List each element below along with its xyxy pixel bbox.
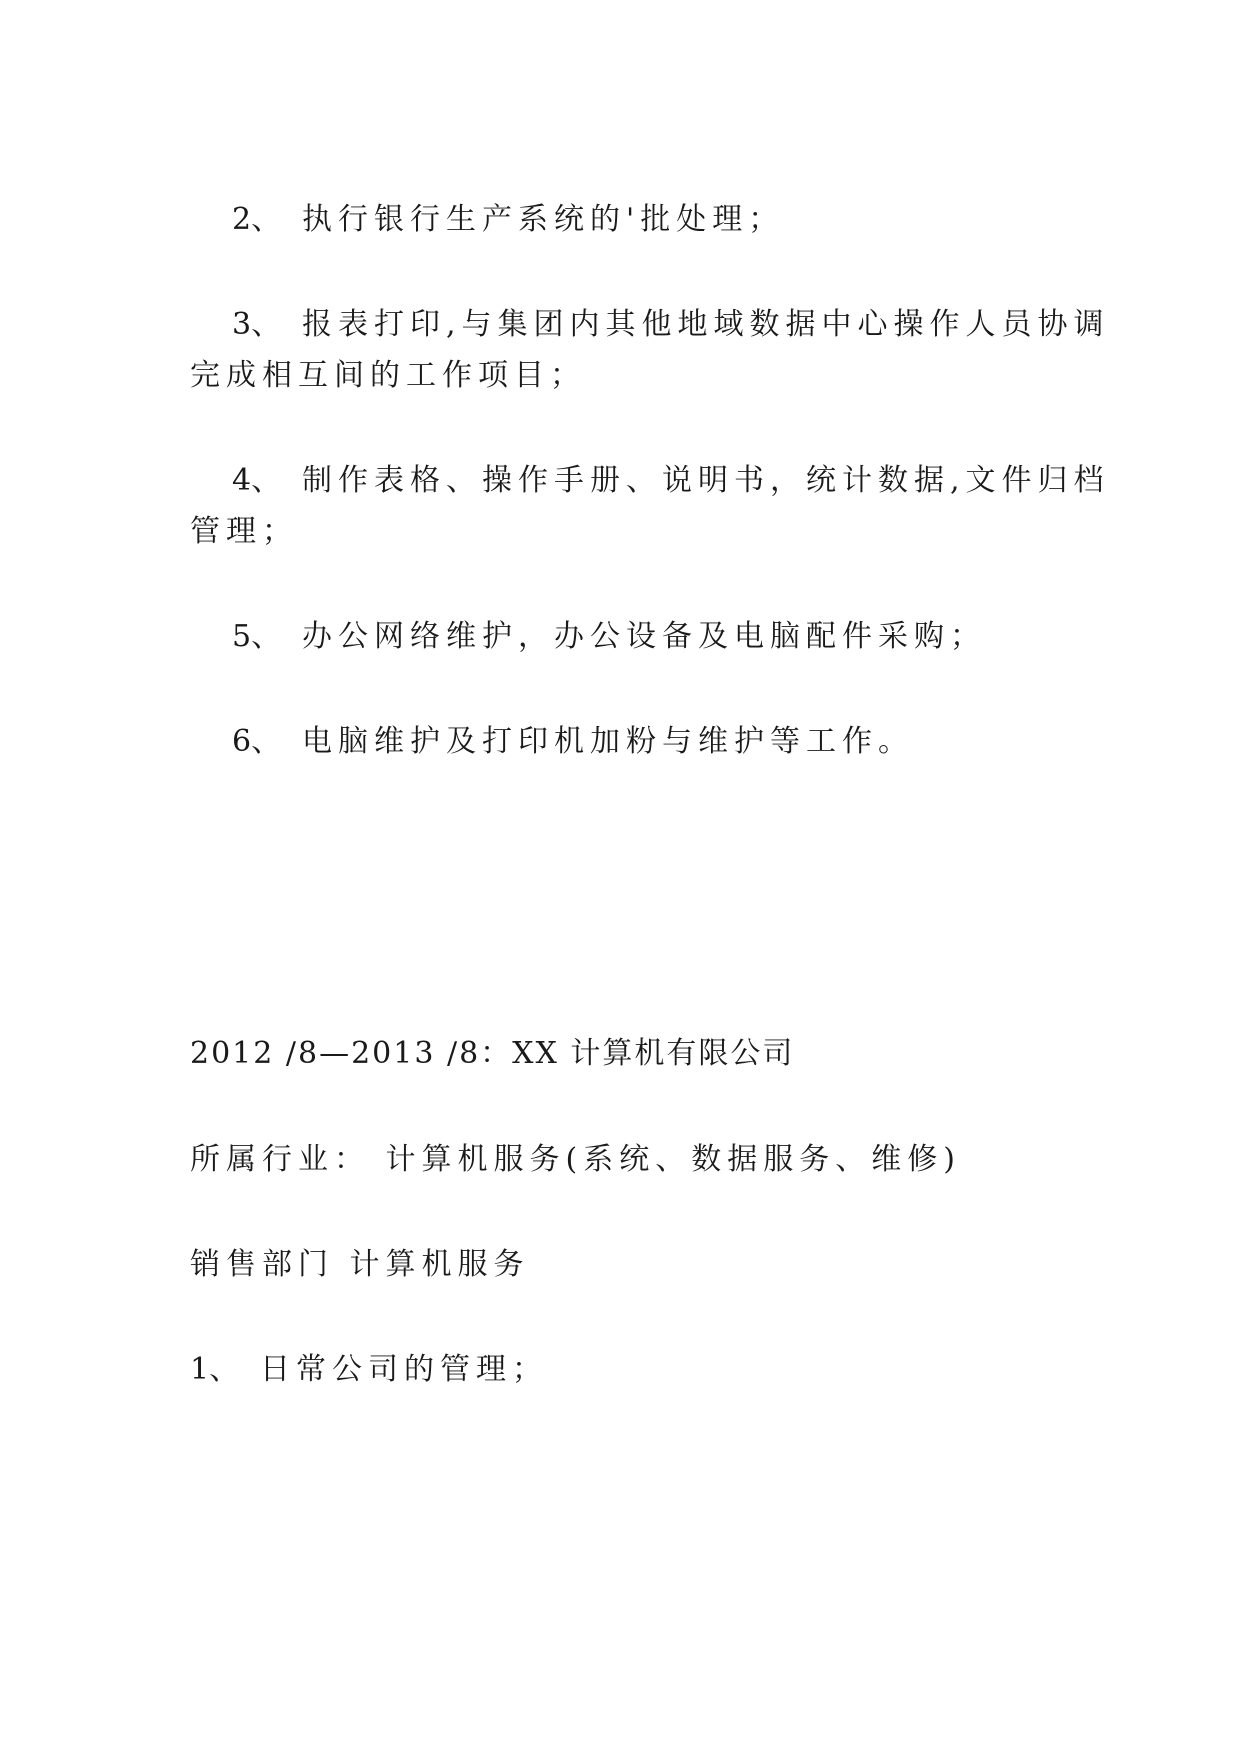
duty-number: 3、 <box>232 307 282 342</box>
duty-text: 电脑维护及打印机加粉与维护等工作。 <box>302 724 914 759</box>
duty-item-3-continued: 完成相互间的工作项目； <box>190 358 586 393</box>
duty-text: 制作表格、操作手册、说明书，统计数据,文件归档 <box>302 463 1110 498</box>
job-department: 销售部门 计算机服务 <box>190 1247 530 1282</box>
duty-number: 5、 <box>232 619 282 654</box>
duty-number: 4、 <box>232 463 282 498</box>
duty-item-4 <box>232 461 1112 501</box>
duty-text: 报表打印,与集团内其他地域数据中心操作人员协调 <box>302 307 1110 342</box>
duty-text: 日常公司的管理； <box>260 1352 548 1387</box>
duty-item-3 <box>232 305 1112 345</box>
duty-item-2 <box>232 200 1112 240</box>
duty-item-6 <box>232 722 1112 762</box>
job-period-company: 2012 /8—2013 /8：XX 计算机有限公司 <box>190 1036 795 1071</box>
job-duty-item-1 <box>190 1350 1070 1390</box>
job-industry: 所属行业： 计算机服务(系统、数据服务、维修) <box>190 1142 961 1177</box>
duty-text: 执行银行生产系统的'批处理； <box>302 202 785 237</box>
duty-number: 1、 <box>190 1352 240 1387</box>
duty-text: 办公网络维护，办公设备及电脑配件采购； <box>302 619 986 654</box>
duty-item-5 <box>232 617 1112 657</box>
duty-number: 2、 <box>232 202 282 237</box>
duty-number: 6、 <box>232 724 282 759</box>
duty-item-4-continued: 管理； <box>190 514 298 549</box>
